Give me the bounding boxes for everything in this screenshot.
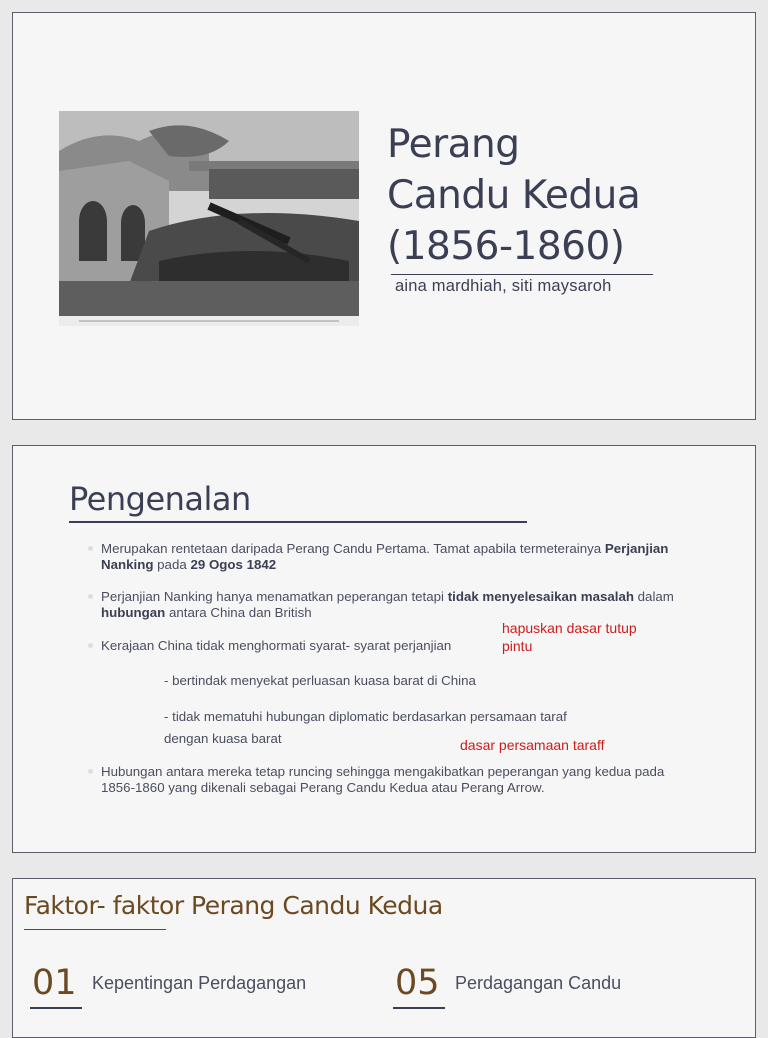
bullet-text: Hubungan antara mereka tetap runcing sehingga mengakibatkan peperangan yang kedua pada 1856-1860 yang dikenali sebagai Perang Candu Kedua atau Perang Arrow. — [101, 764, 665, 795]
authors-text: aina mardhiah, siti maysaroh — [395, 277, 612, 295]
title-underline — [391, 274, 653, 275]
bullet-text: dalam — [633, 589, 674, 604]
sub-point: - bertindak menyekat perluasan kuasa barat di China — [164, 673, 476, 688]
handwritten-note: pintu — [502, 638, 533, 654]
introduction-slide — [12, 445, 756, 853]
factor-label: Kepentingan Perdagangan — [92, 973, 307, 993]
war-engraving-image — [59, 111, 359, 326]
handwritten-note: dasar persamaan taraff — [460, 737, 605, 753]
section-title: Pengenalan — [69, 480, 251, 518]
handwritten-note: hapuskan dasar tutup — [502, 620, 637, 636]
bullet-item — [101, 764, 681, 796]
bullet-bold: tidak menyelesaikan masalah — [447, 589, 634, 604]
factor-label: Perdagangan Candu — [455, 973, 622, 993]
bullet-text: pada — [153, 557, 191, 572]
factor-number-underline — [30, 1007, 82, 1009]
bullet-text: Merupakan rentetaan daripada Perang Candu Pertama. Tamat apabila termeterainya — [101, 541, 605, 556]
bullet-text: Kerajaan China tidak menghormati syarat- syarat perjanjian — [101, 638, 452, 653]
section-underline — [24, 929, 166, 930]
factors-slide — [12, 878, 756, 1038]
title-slide — [12, 12, 756, 420]
bullet-item — [101, 541, 681, 573]
title-line: Candu Kedua — [387, 173, 641, 218]
sub-point: dengan kuasa barat — [164, 731, 282, 746]
factor-number-underline — [393, 1007, 445, 1009]
bullet-item — [101, 589, 681, 621]
bullet-bold: Perjanjian Nanking — [101, 541, 669, 572]
section-underline — [69, 521, 527, 523]
bullet-bold: 29 Ogos 1842 — [190, 557, 277, 572]
factor-number: 05 — [395, 963, 440, 1003]
factor-number: 01 — [32, 963, 77, 1003]
bullet-text: Perjanjian Nanking hanya menamatkan peperangan tetapi — [101, 589, 448, 604]
title-line: (1856-1860) — [387, 224, 625, 269]
title-line: Perang — [387, 122, 520, 167]
bullet-text: antara China dan British — [165, 605, 312, 620]
presentation-title — [387, 119, 640, 272]
section-title: Faktor- faktor Perang Candu Kedua — [24, 891, 443, 920]
bullet-bold: hubungan — [101, 605, 166, 620]
sub-point: - tidak mematuhi hubungan diplomatic berdasarkan persamaan taraf — [164, 709, 567, 724]
engraving-illustration — [59, 111, 359, 326]
bullet-item — [101, 638, 681, 654]
